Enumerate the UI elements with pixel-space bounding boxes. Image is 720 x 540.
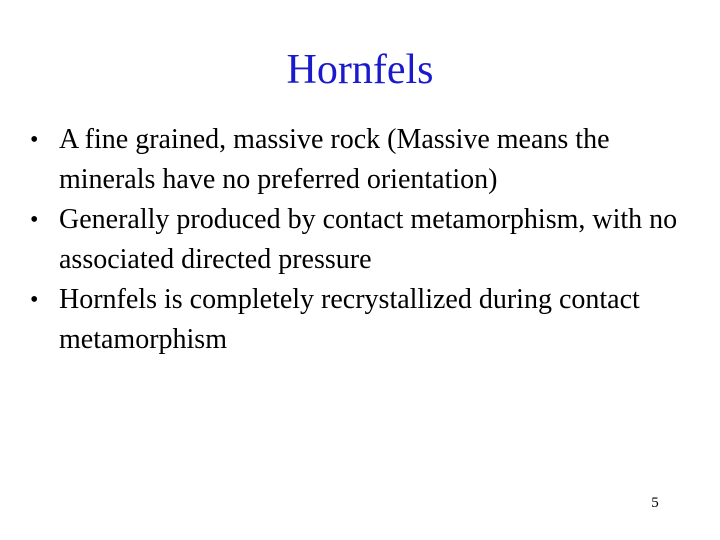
bullet-list bbox=[30, 120, 700, 360]
bullet-item bbox=[30, 120, 700, 200]
bullet-item bbox=[30, 280, 700, 360]
bullet-text: A fine grained, massive rock (Massive means the minerals have no preferred orientation) bbox=[59, 124, 610, 195]
bullet-text: Generally produced by contact metamorphism, with no associated directed pressure bbox=[59, 204, 678, 275]
page-number: 5 bbox=[651, 495, 659, 511]
slide-title: Hornfels bbox=[286, 47, 434, 93]
bullet-icon: • bbox=[30, 287, 39, 313]
bullet-text: Hornfels is completely recrystallized during contact metamorphism bbox=[59, 284, 640, 355]
bullet-icon: • bbox=[30, 207, 39, 233]
bullet-icon: • bbox=[30, 127, 39, 153]
bullet-item bbox=[30, 200, 700, 280]
